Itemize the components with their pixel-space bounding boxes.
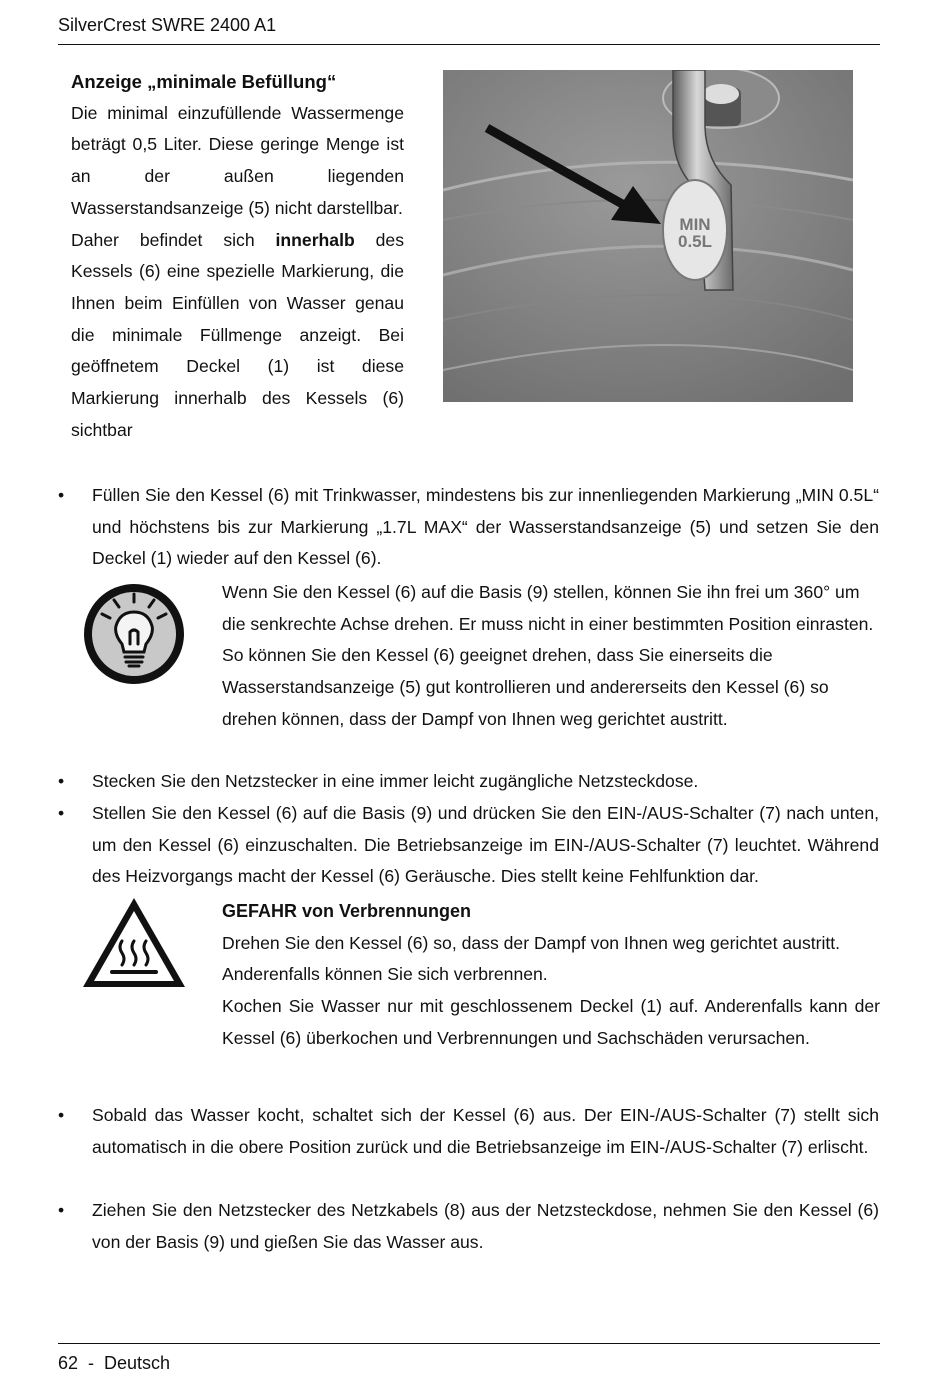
photo-label-amount: 0.5L xyxy=(677,232,713,251)
tip-text: Wenn Sie den Kessel (6) auf die Basis (9) stellen, können Sie ihn frei um 360° um die senkrechte Achse drehen. Er muss nicht in einer bestimmten Position einrasten. So können Sie den Kessel (6) geeignet drehen, dass Sie einerseits die Wasserstandsanzeige (5) gut kontrollieren und andererseits den Kessel (6) so drehen können, dass der Dampf von Ihnen weg gerichtet austritt. xyxy=(222,582,874,729)
intro-p2-bold: innerhalb xyxy=(275,229,355,250)
list-item xyxy=(58,798,879,893)
list-item xyxy=(58,766,879,798)
bullet-text: Füllen Sie den Kessel (6) mit Trinkwasser, mindestens bis zur innenliegenden Markierung „MIN 0.5L“ und höchstens bis zur Markierung „1.7L MAX“ der Wasserstandsanzeige (5) und setzen Sie den Deckel (1) wieder auf den Kessel (6). xyxy=(92,485,879,569)
bullet-symbol: • xyxy=(58,771,65,791)
warning-note xyxy=(222,896,880,1055)
list-item xyxy=(58,480,879,575)
page-header xyxy=(58,6,880,45)
warning-title: GEFAHR von Verbrennungen xyxy=(222,901,472,921)
photo-label-min: MIN xyxy=(679,215,711,234)
page-footer xyxy=(58,1343,880,1382)
list-item xyxy=(58,1195,879,1258)
hot-surface-warning-icon xyxy=(80,895,188,991)
intro-paragraph-1: Die minimal einzufüllende Wassermenge beträgt 0,5 Liter. Diese geringe Menge ist an der außen liegenden Wasserstandsanzeige (5) nicht darstellbar. xyxy=(71,102,404,218)
bullet-text: Ziehen Sie den Netzstecker des Netzkabels (8) aus der Netzsteckdose, nehmen Sie den Kessel (6) von der Basis (9) und gießen Sie das Wasser aus. xyxy=(92,1200,879,1252)
intro-heading: Anzeige „minimale Befüllung“ xyxy=(71,71,337,92)
bullet-symbol: • xyxy=(58,485,65,505)
intro-paragraph-2 xyxy=(71,225,404,447)
lightbulb-icon xyxy=(80,582,188,686)
bullet-text: Sobald das Wasser kocht, schaltet sich der Kessel (6) aus. Der EIN-/AUS-Schalter (7) stellt sich automatisch in die obere Position zurück und die Betriebsanzeige im EIN-/AUS-Schalter (7) erlischt. xyxy=(92,1105,879,1157)
header-title: SilverCrest SWRE 2400 A1 xyxy=(58,15,277,35)
bullet-text: Stellen Sie den Kessel (6) auf die Basis (9) und drücken Sie den EIN-/AUS-Schalter (7) nach unten, um den Kessel (6) einzuschalten. Die Betriebsanzeige im EIN-/AUS-Schalter (7) leuchtet. Während des Heizvorgangs macht der Kessel (6) Geräusche. Dies stellt keine Fehlfunktion dar. xyxy=(92,803,879,887)
warning-paragraph-2: Kochen Sie Wasser nur mit geschlossenem Deckel (1) auf. Anderenfalls kann der Kessel (6) überkochen und Verbrennungen und Sachschäden verursachen. xyxy=(222,996,880,1048)
warning-paragraph-1: Drehen Sie den Kessel (6) so, dass der Dampf von Ihnen weg gerichtet austritt. Anderenfalls können Sie sich verbrennen. xyxy=(222,932,841,985)
intro-p2-start: Daher befindet sich xyxy=(71,229,276,250)
bullet-symbol: • xyxy=(58,803,65,823)
bullet-text: Stecken Sie den Netzstecker in eine immer leicht zugängliche Netzsteckdose. xyxy=(92,771,699,791)
bullet-symbol: • xyxy=(58,1200,65,1220)
intro-section xyxy=(71,66,404,446)
list-item xyxy=(58,1100,879,1163)
footer-page-number: 62 - Deutsch xyxy=(58,1353,171,1373)
intro-p2-end: des Kessels (6) eine spezielle Markierung, die Ihnen beim Einfüllen von Wasser genau die minimale Füllmenge anzeigt. Bei geöffnetem Deckel (1) ist diese Markierung innerhalb des Kessels (6) sichtbar xyxy=(71,229,404,440)
tip-note xyxy=(222,577,880,736)
bullet-symbol: • xyxy=(58,1105,65,1125)
kettle-interior-photo xyxy=(443,70,853,402)
